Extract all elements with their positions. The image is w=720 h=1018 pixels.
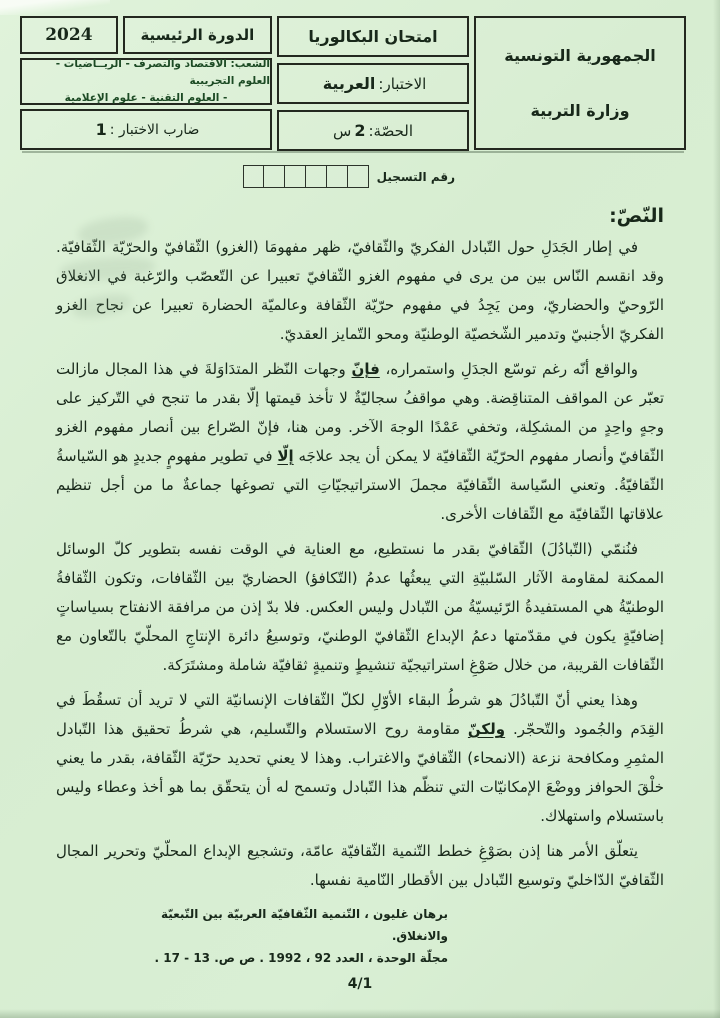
duration-label: الحصّة: [368,121,413,140]
paragraph [56,686,664,831]
text-heading: النّصّ: [609,205,664,227]
citation-author-title: برهان غليون ، التّنمية الثّقافيّة العربيّة بين التّبعيّة والانغلاق. [160,907,448,943]
exam-title: امتحان البكالوريا [277,16,469,57]
paragraph-text: فنُنمّي (التّبادُلَ) الثّقافيّ بقدر ما نستطيع، مع العناية في الوقت نفسه بتطوير كلّ الوسائل الممكنة لمقاومة الآثار السّلبيّةِ التي يبعثُها عدمُ (التّكافؤ) الحضاريّ بين الثّقافات، وتكون الثّقافةُ الوطنيّةُ هي المستفيدةُ الرّئيسيّةُ من التّبادل وليس العكس. فلا بدّ إذن من مرافقة الانفتاح بسياساتٍ إضافيّةٍ يكون في مقدّمتها دعمُ الإبداع الثّقافيّ الوطنيّ، وتوسيعُ دائرة الإنتاجِ المحلّيّ بالتّعاون مع الثّقافات القريبة، من خلال صَوْغِ استراتيجيّة تنشيطٍ وتنميةٍ ثقافيّة شاملة ومشتَرَكة. [56,540,664,674]
duration-value: 2 [354,121,366,140]
text-body [0,227,720,895]
subject-label: الاختبار: [378,74,427,93]
citation [106,903,448,969]
duration-unit: س [333,121,352,140]
registration-digit-box[interactable] [306,165,327,188]
scan-edge-shadow [0,1009,720,1018]
exam-info-column [277,16,469,151]
branches-box [20,58,272,105]
registration-digit-box[interactable] [264,165,285,188]
paragraph-text: في تطوير مفهومٍ جديدٍ هو السّياسةُ الثّقافيّةُ. وتعني السّياسة الثّقافيّة مجملَ الاستراتيجيّاتِ التي تصوغها جماعةٌ ما من أجل تنظيم علاقاتها الثّقافيّة مع الثّقافات الأخرى. [56,447,664,523]
paragraph-text: والواقع أنّه رغم توسّع الجدَلِ واستمراره، [379,360,638,378]
authority-box [474,16,686,150]
exam-header-table [20,16,686,151]
paragraph [56,355,664,529]
registration-row [0,165,455,188]
registration-label: رقم التسجيل [376,169,455,184]
scan-edge-shadow [713,0,720,1018]
coefficient-label: ضارب الاختبار : [109,121,200,138]
emphasized-word: ولكنّ [467,720,506,738]
paragraph [56,233,664,349]
emphasized-word: فإنّ [351,360,380,378]
paragraph-text: وجهات النّظر المتدَاوَلةَ في هذا المجال مازالت تعبّر عن المواقف المتناقِضة. وهي مواقفُ سجاليّةٌ لا تأخذ قيمتها إلّا بقدر ما تنجح في التّركيز على وجهٍ واحِدٍ من المشكِلة، وتخفي عَمْدًا الوجهَ الآخر. ومن هنا، فإنّ الصّراع بين أنصار مفهوم الغزو الثّقافيّ وأنصار مفهوم الحرّيّة الثّقافيّة لا يمكن أن يجد علاجَه [56,360,664,465]
duration-box [277,110,469,151]
branches-line-1: الشعب: الاقتصاد والتصرف - الريــاضيات - العلوم التجريبية [55,58,270,87]
registration-boxes[interactable] [243,165,369,188]
ministry-title: وزارة التربية [530,101,630,120]
citation-source: مجلّة الوحدة ، العدد 92 ، 1992 . ص ص. 13 - 17 . [154,951,448,965]
paragraph [56,837,664,895]
paragraph [56,535,664,680]
registration-digit-box[interactable] [285,165,306,188]
paragraph-text: يتعلّق الأمر هنا إذن بصَوْغِ خطط التّنمية الثّقافيّة عامّة، وتشجيع الإبداع المحلّيّ وتحرير المجال الثّقافيّ الدّاخليّ وتوسيع التّبادل بين الأقطار النّامية نفسها. [56,842,664,889]
paragraph-text: في إطار الجَدَلِ حول التّبادل الفكريّ والثّقافيّ، ظهر مفهومَا (الغزو) الثّقافيّ والحرّيّة الثّقافيّة. وقد انقسم النّاس بين من يرى في مفهوم الغزو الثّقافيّ تعبيرا عن التّعصّب والرّغبة في الانغلاق الرّوحيّ والحضاريّ، ومن يَجِدُ في مفهوم حرّيّة الثّقافة وعالميّة الحضارة تعبيرا عن نجاح الغزو الفكريّ الأجنبيّ وتدمير الشّخصيّة الوطنيّة ومحو التّمايز العقديّ. [56,238,664,343]
paragraph-text: وهذا يعني أنّ التّبادُلَ هو شرطُ البقاء الأوّلِ لكلّ الثّقافات الإنسانيّة التي لا تريد أن تسقُطَ في القِدَم والجُمود والتّحجّر. [56,691,664,738]
subject-box [277,63,469,104]
session-column [20,16,272,151]
paragraph-text: مقاومة روح الاستسلام والتّسليم، هي شرطُ تحقيق هذا التّبادل المثمِرِ ومكافحة نزعة (الانمحاء) الثّقافيّ والاغتراب. وهذا لا يعني تحديد حرّيّة الثّقافة، بقدر ما يعني خلْقَ الحوافز ووضْعَ الإمكانيّات التي تنظّم هذا التّبادل وتسمح له أن يتحقّق بما هو أخذ وعطاء وليس باستسلام واستهلاك. [56,720,664,825]
exam-year: 2024 [20,16,118,54]
coefficient-box [20,109,272,150]
subject-value: العربية [322,74,376,93]
republic-title: الجمهورية التونسية [504,46,656,65]
branches-line-2: - العلوم التقنية - علوم الإعلامية [64,92,228,104]
coefficient-value: 1 [95,120,107,139]
emphasized-word: إلّا [277,447,294,465]
registration-digit-box[interactable] [243,165,264,188]
scan-corner-artifact [0,0,110,15]
session-name: الدورة الرئيسية [123,16,272,54]
session-row [20,16,272,54]
registration-digit-box[interactable] [348,165,369,188]
registration-digit-box[interactable] [327,165,348,188]
page-number: 4/1 [347,976,373,992]
